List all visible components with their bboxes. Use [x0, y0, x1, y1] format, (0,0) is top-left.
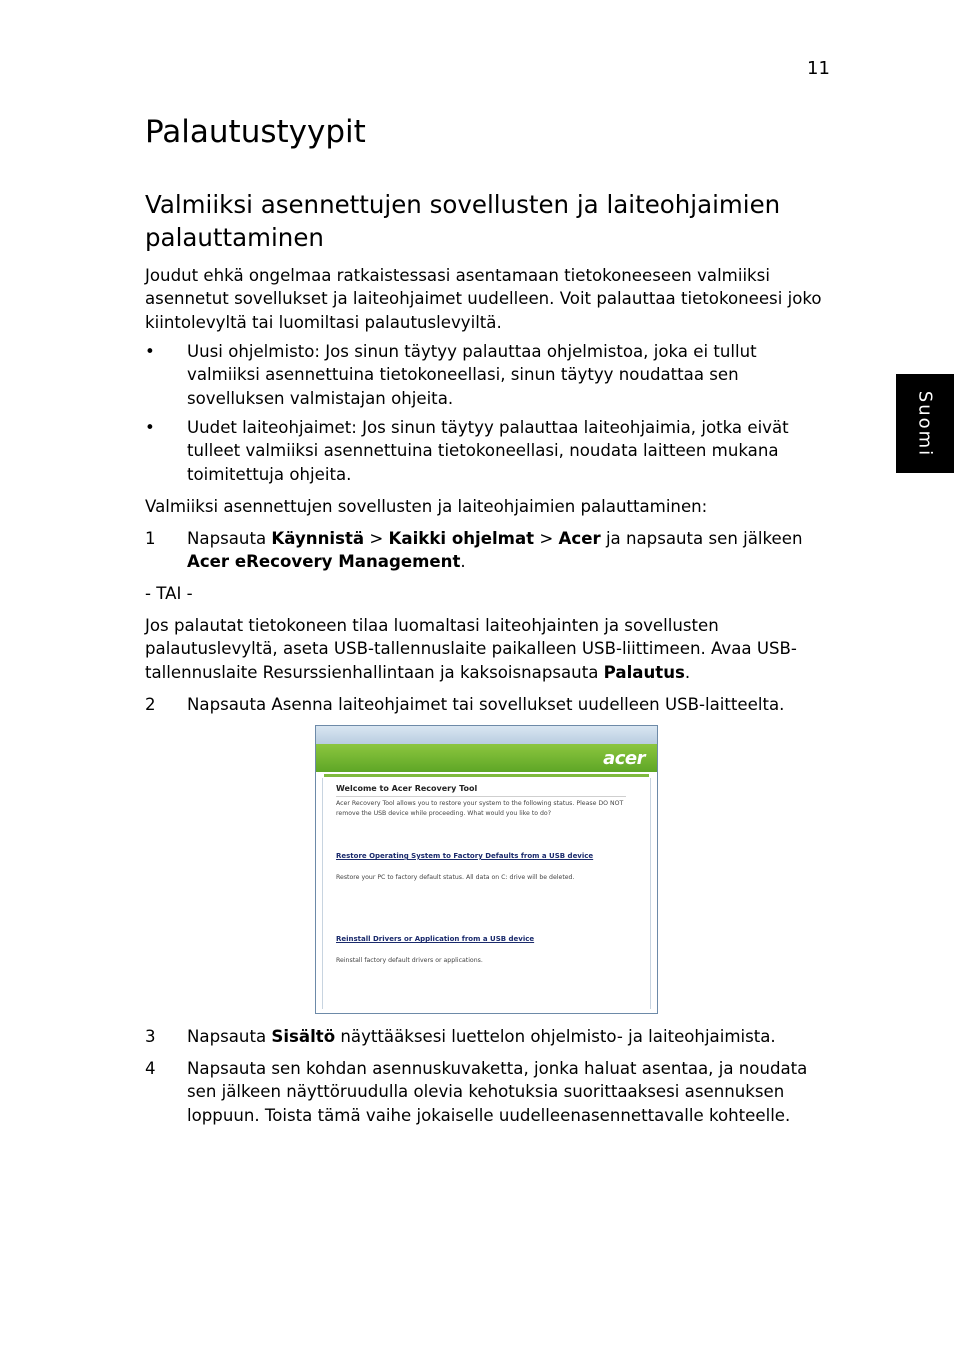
step-2	[145, 693, 835, 717]
step-number: 4	[145, 1059, 156, 1078]
restore-os-description: Restore your PC to factory default status. All data on C: drive will be deleted.	[336, 874, 575, 881]
bullet-icon: •	[145, 418, 155, 437]
intro-paragraph: Joudut ehkä ongelmaa ratkaistessasi asentamaan tietokoneeseen valmiiksi asennetut sovellukset ja laiteohjaimet uudelleen. Voit palauttaa tietokoneesi joko kiintolevyltä tai luomiltasi palautuslevyiltä.	[145, 266, 822, 332]
acer-logo: acer	[603, 748, 645, 769]
welcome-description: Acer Recovery Tool allows you to restore your system to the following status. Please DO NOT remove the USB device while proceeding. What would you like to do?	[336, 800, 624, 817]
menu-acer: Acer	[558, 529, 601, 548]
reinstall-drivers-link[interactable]: Reinstall Drivers or Application from a USB device	[336, 935, 535, 943]
page-title: Palautustyypit	[145, 114, 366, 150]
step-text: Napsauta Asenna laiteohjaimet tai sovellukset uudelleen USB-laitteelta.	[187, 695, 785, 714]
step-3	[145, 1025, 835, 1049]
bullet-text: Uudet laiteohjaimet: Jos sinun täytyy palauttaa laiteohjaimia, jotka eivät tulleet valmiiksi asennettuina tietokoneellasi, noudata laitteen mukana toimitettuja ohjeita.	[187, 418, 789, 484]
bullet-icon: •	[145, 342, 155, 361]
title-divider	[336, 796, 626, 797]
banner-divider	[324, 774, 649, 777]
bullet-item	[145, 416, 835, 486]
steps-intro: Valmiiksi asennettujen sovellusten ja laiteohjaimien palauttaminen:	[145, 497, 708, 516]
menu-start: Käynnistä	[271, 529, 365, 548]
step-1	[145, 527, 835, 575]
welcome-title: Welcome to Acer Recovery Tool	[336, 784, 478, 793]
recovery-tool-screenshot	[315, 725, 658, 1014]
menu-erecovery: Acer eRecovery Management	[187, 552, 461, 572]
restore-os-link[interactable]: Restore Operating System to Factory Defaults from a USB device	[336, 852, 594, 860]
language-side-tab	[896, 374, 954, 473]
reinstall-drivers-description: Reinstall factory default drivers or applications.	[336, 957, 483, 964]
bullet-item	[145, 340, 835, 410]
page-number: 11	[807, 58, 830, 79]
step-text: Napsauta Käynnistä > Kaikki ohjelmat > Acer ja napsauta sen jälkeen Acer eRecovery Management.	[187, 529, 803, 572]
language-label: Suomi	[914, 390, 936, 457]
section-title: Valmiiksi asennettujen sovellusten ja laiteohjaimien palauttaminen	[145, 190, 781, 252]
palautus-term: Palautus	[603, 662, 685, 682]
step-number: 1	[145, 529, 156, 548]
step-text: Napsauta Sisältö näyttääksesi luettelon ohjelmisto- ja laiteohjaimista.	[187, 1027, 776, 1046]
menu-all-programs: Kaikki ohjelmat	[388, 529, 535, 548]
step-number: 3	[145, 1027, 156, 1046]
step-number: 2	[145, 695, 156, 714]
or-separator: - TAI -	[145, 584, 193, 603]
bullet-text: Uusi ohjelmisto: Jos sinun täytyy palauttaa ohjelmistoa, joka ei tullut valmiiksi asennettuina tietokoneellasi, sinun täytyy noudattaa sen sovelluksen valmistajan ohjeita.	[187, 342, 757, 408]
sisalto-term: Sisältö	[271, 1027, 336, 1046]
step-text: Napsauta sen kohdan asennuskuvaketta, jonka haluat asentaa, ja noudata sen jälkeen näyttöruudulla olevia kehotuksia suorittaaksesi asennuksen loppuun. Toista tämä vaihe jokaiselle uudelleenasennettavalle kohteelle.	[187, 1059, 808, 1125]
step-4	[145, 1057, 835, 1129]
window-titlebar	[316, 726, 657, 744]
usb-paragraph: Jos palautat tietokoneen tilaa luomaltasi laiteohjainten ja sovellusten palautuslevyltä, aseta USB-tallennuslaite paikalleen USB-liittimeen. Avaa USB-tallennuslaite Resurssienhallintaan ja kaksoisnapsauta Palautus.	[145, 616, 797, 682]
